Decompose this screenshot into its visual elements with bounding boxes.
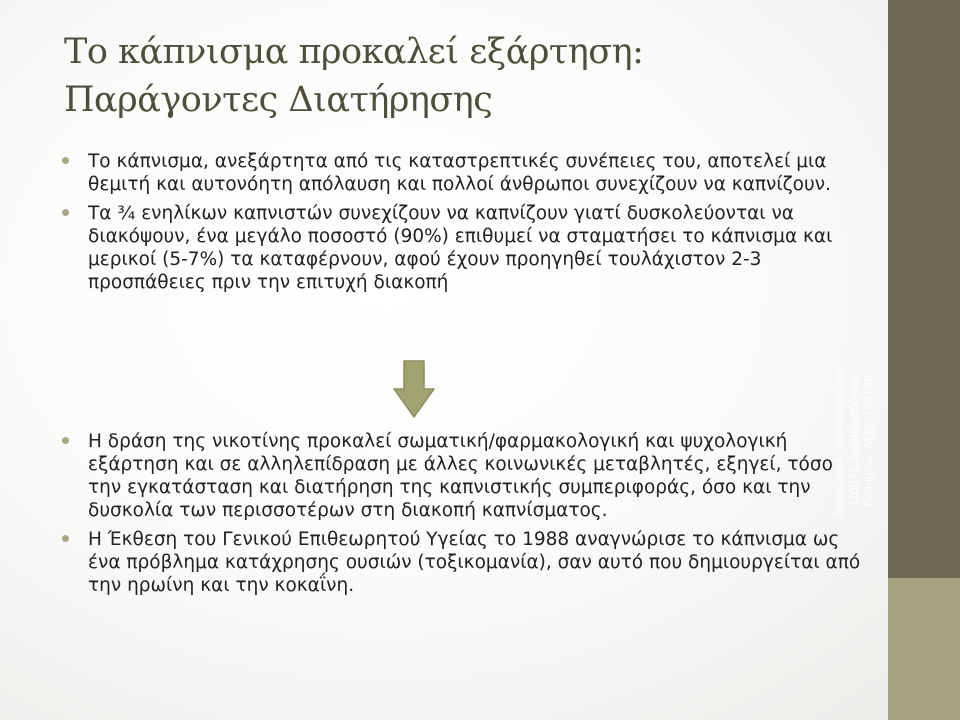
bullet-item [62,150,870,196]
bullet-dot-icon [62,437,69,444]
bullet-dot-icon [62,535,69,542]
slide-title-line-2: Παράγοντες Διατήρησης [64,80,493,120]
bullet-item [62,202,870,294]
bullet-dot-icon [62,157,69,164]
bullet-dot-icon [62,209,69,216]
slide-title-line-1: Το κάπνισμα προκαλεί εξάρτηση: [64,32,644,72]
down-arrow-icon [393,360,435,418]
bullet-item [62,430,870,522]
bullet-text: Τα ¾ ενηλίκων καπνιστών συνεχίζουν να καπνίζουν γιατί δυσκολεύονται να διακόψουν, ένα μεγάλο ποσοστό (90%) επιθυμεί να σταματήσει το κάπνισμα και μερικοί (5-7%) τα καταφέρνουν, αφού έχουν προηγηθεί τουλάχιστον 2-3 προσπάθειες πριν την επιτυχή διακοπή [88,203,833,293]
bullet-text: Η δράση της νικοτίνης προκαλεί σωματική/φαρμακολογική και ψυχολογική εξάρτηση και σε αλληλεπίδραση με άλλες κοινωνικές μεταβλητές, εξηγεί, τόσο την εγκατάσταση και διατήρηση της καπνιστικής συμπεριφοράς, όσο και την δυσκολία των περισσοτέρων στη διακοπή καπνίσματος. [88,431,833,521]
sidebar-citation: Ευθυμίου & Σοφιανοπούλου, (2007); Σοφιανοπούλου, Ευθυμίου, Αζίζι, (2013); [832,363,876,517]
sidebar-accent-band [888,578,960,720]
bullet-item [62,528,870,597]
bullet-list-top [62,150,870,300]
bullet-list-bottom [62,430,870,603]
bullet-text: Το κάπνισμα, ανεξάρτητα από τις καταστρεπτικές συνέπειες του, αποτελεί μια θεμιτή και αυτονόητη απόλαυση και πολλοί άνθρωποι συνεχίζουν να καπνίζουν. [88,151,831,195]
slide-title [64,28,864,124]
bullet-text: Η Έκθεση του Γενικού Επιθεωρητού Υγείας το 1988 αναγνώρισε το κάπνισμα ως ένα πρόβλημα κατάχρησης ουσιών (τοξικομανία), σαν αυτό που δημιουργείται από την ηρωίνη και την κοκαΐνη. [88,529,861,596]
